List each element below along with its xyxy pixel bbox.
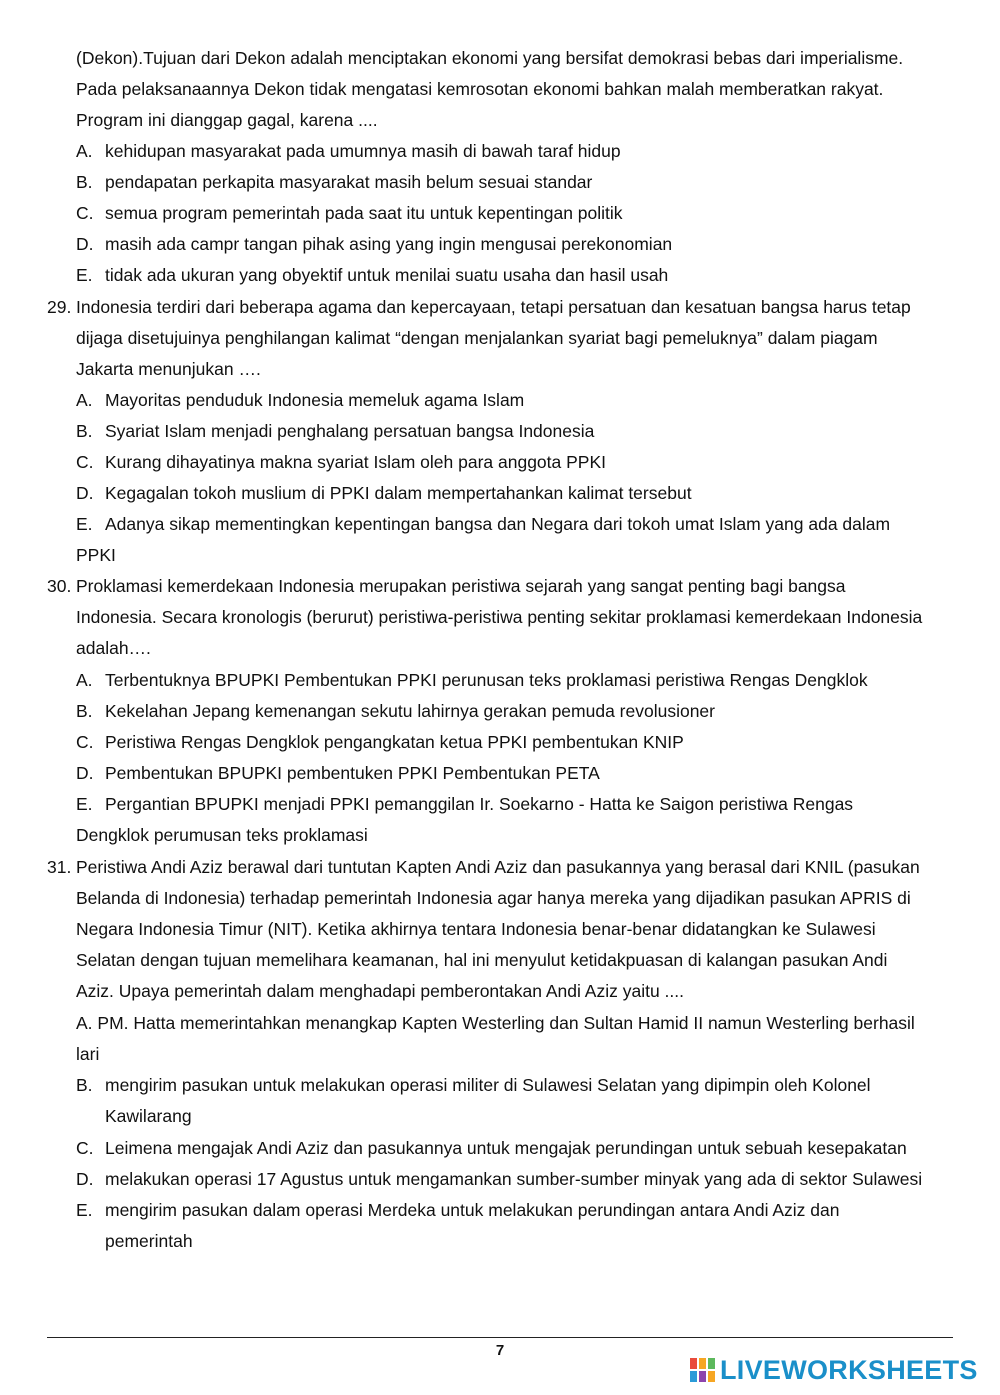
option-letter: E. xyxy=(76,1200,93,1220)
option-letter: D. xyxy=(76,1169,94,1189)
option-letter: C. xyxy=(76,452,94,472)
option-text: pendapatan perkapita masyarakat masih belum sesuai standar xyxy=(105,172,593,192)
question-number: 30. xyxy=(47,576,72,596)
logo-mark-cell xyxy=(699,1358,706,1369)
option-letter: A. xyxy=(76,141,93,161)
option-text: A. PM. Hatta memerintahkan menangkap Kapten Westerling dan Sultan Hamid II namun Westerling berhasil xyxy=(76,1013,915,1033)
logo-mark-cell xyxy=(690,1358,697,1369)
option-text: kehidupan masyarakat pada umumnya masih di bawah taraf hidup xyxy=(105,141,621,161)
option-text: Kekelahan Jepang kemenangan sekutu lahirnya gerakan pemuda revolusioner xyxy=(105,701,715,721)
question-number: 29. xyxy=(47,297,72,317)
logo-mark-cell xyxy=(708,1358,715,1369)
worksheet-page: (Dekon).Tujuan dari Dekon adalah menciptakan ekonomi yang bersifat demokrasi bebas dari imperialisme. Pada pelaksanaannya Dekon tidak mengatasi kemrosotan ekonomi bahkan malah memberatkan rakyat. Program ini dianggap gagal, karena .... A. kehidupan masyarakat pada umumnya masih di bawah taraf hidup B. pendapatan perkapita masyarakat masih belum sesuai standar C. semua program pemerintah pada saat itu untuk kepentingan politik D. masih ada campr tangan pihak asing yang ingin mengusai perekonomian E. tidak ada ukuran yang obyektif untuk menilai suatu usaha dan hasil usah 29. Indonesia terdiri dari beberapa agama dan kepercayaan, tetapi persatuan dan kesatuan bangsa harus tetap dijaga disetujuinya penghilangan kalimat “dengan menjalankan syariat bagi pemeluknya” dalam piagam Jakarta menunjukan …. A. Mayoritas penduduk Indonesia memeluk agama Islam B. Syariat Islam menjadi penghalang persatuan bangsa Indonesia C. Kurang dihayatinya makna syariat Islam oleh para anggota PPKI D. Kegagalan tokoh muslium di PPKI dalam mempertahankan kalimat tersebut E. Adanya sikap mementingkan kepentingan bangsa dan Negara dari tokoh umat Islam yang ada dalam PPKI 30. Proklamasi kemerdekaan Indonesia merupakan peristiwa sejarah yang sangat penting bagi bangsa Indonesia. Secara kronologis (berurut) peristiwa-peristiwa penting sekitar proklamasi kemerdekaan Indonesia adalah…. A. Terbentuknya BPUPKI Pembentukan PPKI perunusan teks proklamasi peristiwa Rengas Dengklok B. Kekelahan Jepang kemenangan sekutu lahirnya gerakan pemuda revolusioner C. Peristiwa Rengas Dengklok pengangkatan ketua PPKI pembentukan KNIP D. Pembentukan BPUPKI pembentuken PPKI Pembentukan PETA E. Pergantian BPUPKI menjadi PPKI pemanggilan Ir. Soekarno - Hatta ke Saigon peristiwa Rengas Dengklok perumusan teks proklamasi 31. Peristiwa Andi Aziz berawal dari tuntutan Kapten Andi Aziz dan pasukannya yang berasal dari KNIL (pasukan Belanda di Indonesia) terhadap pemerintah Indonesia agar hanya mereka yang dijadikan pasukan APRIS di Negara Indonesia Timur (NIT). Ketika akhirnya tentara Indonesia benar-benar didatangkan ke Sulawesi Selatan dengan tujuan memelihara keamanan, hal ini menyulut ketidakpuasan di kalangan pasukan Andi Aziz. Upaya pemerintah dalam menghadapi pemberontakan Andi Aziz yaitu .... A. PM. Hatta memerintahkan menangkap Kapten Westerling dan Sultan Hamid II namun Westerling berhasil lari B. mengirim pasukan untuk melakukan operasi militer di Sulawesi Selatan yang dipimpin oleh Kolonel Kawilarang C. Leimena mengajak Andi Aziz dan pasukannya untuk mengajak perundingan untuk sebuah kesepakatan D. melakukan operasi 17 Agustus untuk mengamankan sumber-sumber minyak yang ada di sektor Sulawesi E. mengirim pasukan dalam operasi Merdeka untuk melakukan perundingan antara Andi Aziz dan pemerintah 7 LIVEWORKSHEETS xyxy=(0,0,1000,1395)
option-text: Peristiwa Rengas Dengklok pengangkatan ketua PPKI pembentukan KNIP xyxy=(105,732,684,752)
logo-mark-cell xyxy=(699,1371,706,1382)
option-text: semua program pemerintah pada saat itu untuk kepentingan politik xyxy=(105,203,623,223)
page-number: 7 xyxy=(495,1342,505,1359)
option-text: Mayoritas penduduk Indonesia memeluk agama Islam xyxy=(105,390,525,410)
question-number: 31. xyxy=(47,857,72,877)
option-letter: B. xyxy=(76,172,93,192)
option-letter: B. xyxy=(76,1075,93,1095)
option-letter: C. xyxy=(76,732,94,752)
option-letter: C. xyxy=(76,1138,94,1158)
option-letter: D. xyxy=(76,234,94,254)
option-letter: B. xyxy=(76,701,93,721)
option-text: Terbentuknya BPUPKI Pembentukan PPKI perunusan teks proklamasi peristiwa Rengas Dengklok xyxy=(105,670,868,690)
option-text: melakukan operasi 17 Agustus untuk mengamankan sumber-sumber minyak yang ada di sektor Sulawesi xyxy=(105,1169,923,1189)
brand-name: LIVEWORKSHEETS xyxy=(720,1354,978,1385)
option-text: tidak ada ukuran yang obyektif untuk menilai suatu usaha dan hasil usah xyxy=(105,265,669,285)
option-letter: A. xyxy=(76,670,93,690)
option-text: Pergantian BPUPKI menjadi PPKI pemanggilan Ir. Soekarno - Hatta ke Saigon peristiwa Rengas xyxy=(105,794,854,814)
option-letter: D. xyxy=(76,763,94,783)
option-letter: C. xyxy=(76,203,94,223)
option-text: Syariat Islam menjadi penghalang persatuan bangsa Indonesia xyxy=(105,421,595,441)
logo-mark-cell xyxy=(708,1371,715,1382)
option-text: Kegagalan tokoh muslium di PPKI dalam mempertahankan kalimat tersebut xyxy=(105,483,692,503)
option-letter: E. xyxy=(76,794,93,814)
option-text: Pembentukan BPUPKI pembentuken PPKI Pembentukan PETA xyxy=(105,763,600,783)
option-text: Leimena mengajak Andi Aziz dan pasukannya untuk mengajak perundingan untuk sebuah kesepakatan xyxy=(105,1138,907,1158)
option-text: mengirim pasukan dalam operasi Merdeka untuk melakukan perundingan antara Andi Aziz dan xyxy=(105,1200,840,1220)
logo-mark-cell xyxy=(690,1371,697,1382)
option-letter: B. xyxy=(76,421,93,441)
option-letter: A. xyxy=(76,390,93,410)
option-letter: E. xyxy=(76,514,93,534)
liveworksheets-logo-icon xyxy=(690,1358,715,1382)
option-text: Kurang dihayatinya makna syariat Islam oleh para anggota PPKI xyxy=(105,452,606,472)
option-text: mengirim pasukan untuk melakukan operasi militer di Sulawesi Selatan yang dipimpin oleh Kolonel xyxy=(105,1075,871,1095)
footer-divider xyxy=(47,1337,953,1338)
option-letter: D. xyxy=(76,483,94,503)
option-letter: E. xyxy=(76,265,93,285)
option-text: Adanya sikap mementingkan kepentingan bangsa dan Negara dari tokoh umat Islam yang ada dalam xyxy=(105,514,891,534)
liveworksheets-logo[interactable] xyxy=(690,1356,978,1384)
option-text: masih ada campr tangan pihak asing yang ingin mengusai perekonomian xyxy=(105,234,673,254)
